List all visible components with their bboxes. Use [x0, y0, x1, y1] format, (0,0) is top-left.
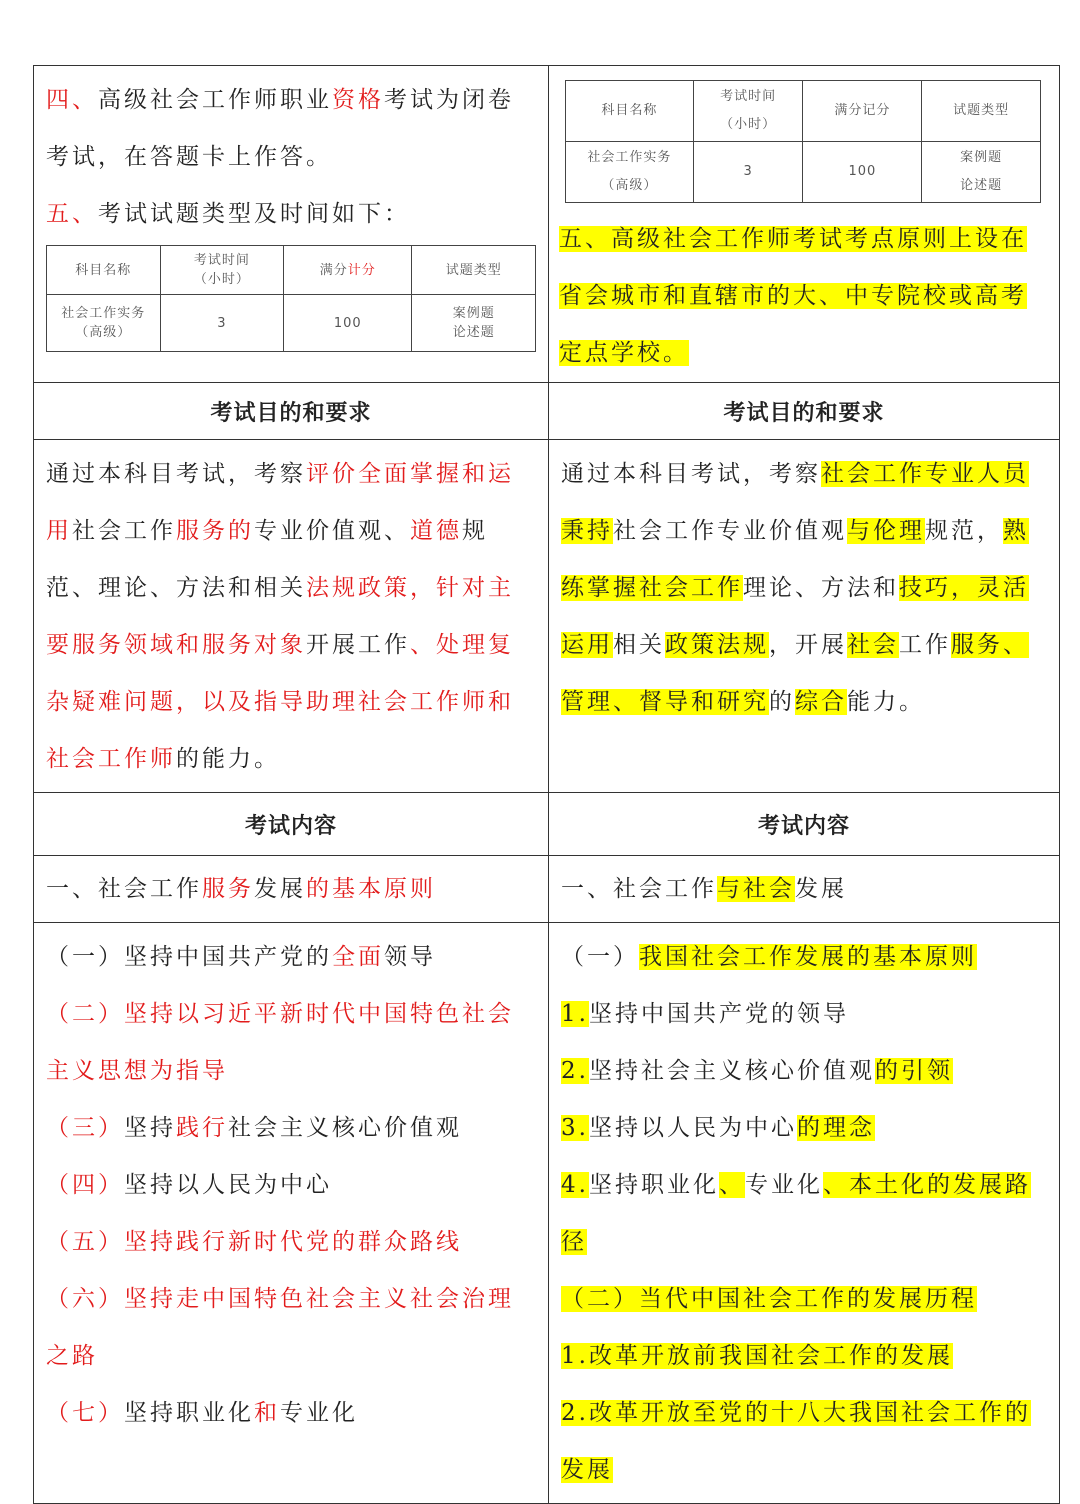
text-run: 通过本科目考试，考察: [46, 461, 306, 487]
list-item: [46, 1157, 538, 1214]
text-run: 社会工作专业价值观: [613, 518, 847, 544]
text-run: 践行: [176, 1115, 228, 1141]
text-run: 发展: [254, 875, 306, 902]
list-item: [561, 1043, 1049, 1100]
text-run: 4.: [561, 1172, 589, 1198]
text-run: 2.: [561, 1058, 589, 1084]
text-run: 、处理复杂疑难问题，以及指导助理社会工作师和社会工作师: [46, 632, 514, 772]
list-item: [46, 1100, 538, 1157]
text-run: 相关: [613, 632, 665, 658]
section-title-right: [549, 856, 1060, 923]
cell-subject: 社会工作实务 （高级）: [47, 295, 161, 352]
exam-type-table-left: [46, 245, 536, 352]
purpose-text-right: [549, 440, 1059, 735]
text-run: 评价全面掌握和运用: [46, 461, 514, 544]
rule-4-left: 四、高级社会工作师职业资格考试为闭卷考试，在答题卡上作答。: [46, 87, 514, 170]
section-title-left: [34, 856, 549, 923]
text-run: 社会主义核心价值观: [228, 1115, 462, 1141]
rule-5-right: 五、高级社会工作师考试考点原则上设在省会城市和直辖市的大、中专院校或高考定点学校。: [559, 226, 1027, 366]
text-run: 领导: [384, 944, 436, 970]
text-run: 综合: [795, 689, 847, 715]
list-item: [46, 1214, 538, 1271]
text-run: 专业化: [744, 1172, 823, 1198]
text-run: 法规政策，针对主要服务领域和服务对象: [46, 575, 514, 658]
text-run: 规范、理论、方法和相关: [46, 518, 488, 601]
text-run: （五）坚持践行新时代党的群众路线: [46, 1229, 462, 1255]
text-run: （六）坚持走中国特色社会主义社会治理之路: [46, 1286, 514, 1369]
text-run: 坚持以人民为中心: [588, 1115, 797, 1141]
top-left-cell: [34, 66, 549, 383]
text-run: 与社会: [717, 875, 795, 902]
exam-rules-left: [34, 66, 548, 356]
text-run: 全面: [332, 944, 384, 970]
list-item: [561, 929, 1049, 986]
text-run: 的基本原则: [306, 875, 436, 902]
text-run: 熟练掌握社会工作: [561, 518, 1029, 601]
text-run: （二）坚持以习近平新时代中国特色社会主义思想为指导: [46, 1001, 514, 1084]
text-run: （一）: [561, 944, 639, 970]
text-run: 1.改革开放前我国社会工作的发展: [561, 1343, 953, 1369]
list-item: [561, 1328, 1049, 1385]
top-right-cell: [549, 66, 1060, 383]
content-right-cell: [549, 923, 1060, 1504]
text-run: 的引领: [874, 1058, 953, 1084]
text-run: ，开展: [769, 632, 847, 658]
text-run: 理论、方法和: [743, 575, 899, 601]
text-run: 的: [769, 689, 795, 715]
section-title-left-text: [34, 861, 548, 918]
text-run: （七）: [46, 1400, 124, 1426]
text-run: 坚持职业化: [588, 1172, 719, 1198]
cell-score-right: 100: [803, 142, 922, 203]
text-run: 坚持以人民为中心: [124, 1172, 332, 1198]
list-item: [46, 1271, 538, 1385]
text-run: 、本土化的发展路径: [561, 1172, 1031, 1255]
cell-type-right: 案例题 论述题: [922, 142, 1041, 203]
text-run: 专业价值观、: [254, 518, 410, 544]
text-run: 服务: [202, 875, 254, 902]
header-time-right: 考试时间 （小时）: [693, 81, 803, 142]
list-item: [46, 986, 538, 1100]
text-run: 技巧，灵活运用: [561, 575, 1029, 658]
text-run: 坚持社会主义核心价值观: [588, 1058, 875, 1084]
list-item: [561, 1157, 1049, 1271]
content-header-right: 考试内容: [549, 793, 1060, 856]
text-run: 3.: [561, 1115, 589, 1141]
text-run: 的理念: [796, 1115, 875, 1141]
text-run: 与伦理: [847, 518, 925, 544]
text-run: 、: [718, 1172, 745, 1198]
list-item: [561, 986, 1049, 1043]
text-run: 政策法规: [665, 632, 769, 658]
cell-type: 案例题 论述题: [412, 295, 536, 352]
text-run: 专业化: [280, 1400, 358, 1426]
text-run: 能力。: [847, 689, 925, 715]
header-time: 考试时间 （小时）: [160, 246, 283, 295]
cell-subject-right: 社会工作实务 （高级）: [566, 142, 694, 203]
text-run: 规范，: [925, 518, 1003, 544]
text-run: （一）坚持中国共产党的: [46, 944, 332, 970]
content-list-left: [34, 923, 548, 1446]
list-item: [561, 1100, 1049, 1157]
text-run: 一、社会工作: [561, 875, 717, 902]
text-run: 道德: [410, 518, 462, 544]
purpose-text-left: [34, 440, 548, 792]
text-run: 我国社会工作发展的基本原则: [639, 944, 977, 970]
text-run: 和: [254, 1400, 280, 1426]
header-subject: 科目名称: [47, 246, 161, 295]
section-title-right-text: [549, 861, 1059, 918]
cell-time-right: 3: [693, 142, 803, 203]
text-run: 通过本科目考试，考察: [561, 461, 821, 487]
text-run: 的能力。: [176, 746, 280, 772]
header-score: 满分计分: [284, 246, 412, 295]
text-run: 2.改革开放至党的十八大我国社会工作的发展: [561, 1400, 1031, 1483]
content-left-cell: [34, 923, 549, 1504]
purpose-header-left: 考试目的和要求: [34, 383, 549, 440]
list-item: [561, 1271, 1049, 1328]
list-item: [561, 1385, 1049, 1499]
text-run: （三）: [46, 1115, 124, 1141]
cell-time: 3: [160, 295, 283, 352]
text-run: 社会工作专业人员秉持: [561, 461, 1029, 544]
content-header-left: 考试内容: [34, 793, 549, 856]
text-run: 1.: [561, 1001, 589, 1027]
text-run: 社会: [847, 632, 899, 658]
header-subject-right: 科目名称: [566, 81, 694, 142]
text-run: 一、社会工作: [46, 875, 202, 902]
text-run: （四）: [46, 1172, 124, 1198]
text-run: （二）当代中国社会工作的发展历程: [561, 1286, 977, 1312]
content-list-right: [549, 923, 1059, 1503]
text-run: 坚持中国共产党的领导: [588, 1001, 849, 1027]
text-run: 服务、管理、督导和研究: [561, 632, 1029, 715]
rule-5-left: 五、考试试题类型及时间如下：: [46, 201, 410, 227]
header-type: 试题类型: [412, 246, 536, 295]
text-run: 工作: [899, 632, 951, 658]
cell-score: 100: [284, 295, 412, 352]
header-type-right: 试题类型: [922, 81, 1041, 142]
text-run: 社会工作: [72, 518, 176, 544]
list-item: [46, 929, 538, 986]
text-run: 开展工作: [306, 632, 410, 658]
text-run: 坚持: [124, 1115, 176, 1141]
list-item: [46, 1385, 538, 1442]
purpose-header-right: 考试目的和要求: [549, 383, 1060, 440]
text-run: 坚持职业化: [124, 1400, 254, 1426]
purpose-right-cell: [549, 440, 1060, 793]
comparison-table: [33, 65, 1060, 1504]
text-run: 发展: [795, 875, 847, 902]
text-run: 服务的: [176, 518, 254, 544]
exam-type-table-right: [565, 80, 1041, 203]
purpose-left-cell: [34, 440, 549, 793]
header-score-right: 满分记分: [803, 81, 922, 142]
